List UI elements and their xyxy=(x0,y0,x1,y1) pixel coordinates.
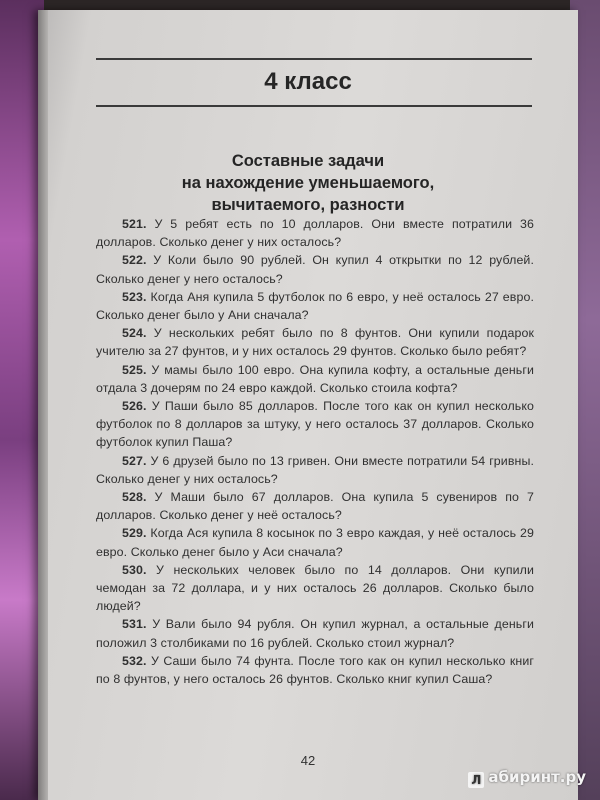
chapter-rule-top xyxy=(96,58,532,60)
problem-530 xyxy=(96,561,534,616)
page-binding-edge xyxy=(38,10,48,800)
chapter-title: 4 класс xyxy=(264,68,352,95)
problem-number: 527. xyxy=(122,453,147,468)
problem-number: 529. xyxy=(122,526,147,541)
page-number: 42 xyxy=(300,753,316,768)
problem-number: 531. xyxy=(122,617,147,632)
problem-text: У нескольких ребят было по 8 фунтов. Они купили подарок учителю за 27 фунтов, и у них осталось 29 фунтов. Сколько было ребят? xyxy=(96,326,534,359)
problem-number: 521. xyxy=(122,217,147,231)
problem-532 xyxy=(96,652,534,688)
problem-text: У Вали было 94 рубля. Он купил журнал, а остальные деньги положил 3 столбиками по 16 рублей. Сколько стоил журнал? xyxy=(96,617,535,650)
book-page xyxy=(38,10,578,800)
problem-text: У Паши было 85 долларов. После того как он купил несколько футболок по 8 долларов за штуку, у него осталось 37 долларов. Сколько футболок купил Паша? xyxy=(96,399,534,450)
problem-text: Когда Ася купила 8 косынок по 3 евро каждая, у неё осталось 29 евро. Сколько денег было у Аси сначала? xyxy=(96,526,534,559)
problem-531 xyxy=(96,615,534,651)
problem-text: У 5 ребят есть по 10 долларов. Они вместе потратили 36 долларов. Сколько денег у них осталось? xyxy=(96,217,534,250)
problem-523 xyxy=(96,288,534,324)
problem-text: У Саши было 74 фунта. После того как он купил несколько книг по 8 фунтов, у него осталось 26 фунтов. Сколько книг купил Саша? xyxy=(96,653,534,687)
section-title-line: вычитаемого, разности xyxy=(211,196,405,214)
watermark-logo: Л xyxy=(468,772,484,788)
problem-number: 530. xyxy=(122,562,147,577)
problem-525 xyxy=(96,361,534,397)
problem-list xyxy=(96,215,534,688)
problem-text: У мамы было 100 евро. Она купила кофту, а остальные деньги отдала 3 дочерям по 24 евро каждой. Сколько стоила кофта? xyxy=(96,362,534,395)
problem-number: 525. xyxy=(122,362,147,377)
problem-number: 526. xyxy=(122,399,147,414)
section-title-line: Составные задачи xyxy=(231,152,385,170)
problem-number: 524. xyxy=(122,326,147,341)
chapter-rule-bottom xyxy=(96,105,532,107)
section-title-line: на нахождение уменьшаемого, xyxy=(181,174,435,192)
problem-526 xyxy=(96,397,534,452)
problem-528 xyxy=(96,488,534,524)
problem-text: У нескольких человек было по 14 долларов. Они купили чемодан за 72 доллара, и у них осталось 26 долларов. Сколько было людей? xyxy=(96,562,534,614)
problem-524 xyxy=(96,324,534,360)
watermark-text: абиринт.ру xyxy=(488,768,586,786)
problem-text: У Маши было 67 долларов. Она купила 5 сувениров по 7 долларов. Сколько денег у неё осталось? xyxy=(96,490,534,523)
problem-number: 522. xyxy=(122,253,147,268)
problem-521 xyxy=(96,215,534,251)
problem-529 xyxy=(96,524,534,560)
watermark xyxy=(468,768,586,788)
problem-number: 532. xyxy=(122,653,147,668)
section-title xyxy=(38,150,578,216)
problem-522 xyxy=(96,251,534,287)
problem-number: 523. xyxy=(122,289,147,304)
problem-text: У 6 друзей было по 13 гривен. Они вместе потратили 54 гривны. Сколько денег у них осталось? xyxy=(96,453,534,486)
problem-text: Когда Аня купила 5 футболок по 6 евро, у неё осталось 27 евро. Сколько денег было у Ани сначала? xyxy=(96,289,535,323)
problem-number: 528. xyxy=(122,490,147,505)
problem-text: У Коли было 90 рублей. Он купил 4 открытки по 12 рублей. Сколько денег у него осталось? xyxy=(96,253,534,286)
problem-527 xyxy=(96,452,534,488)
